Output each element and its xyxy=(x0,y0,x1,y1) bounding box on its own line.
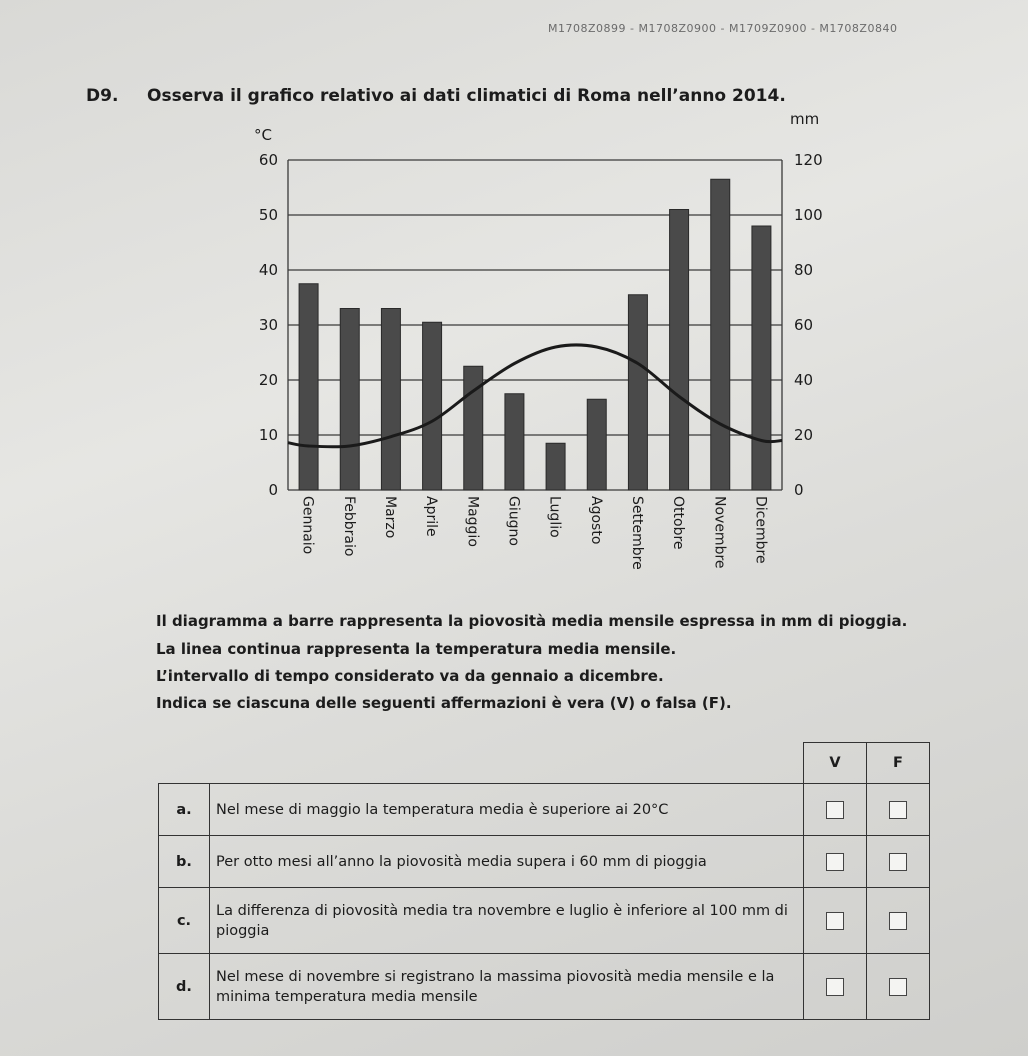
checkbox-false-a[interactable] xyxy=(889,801,907,819)
table-row xyxy=(159,836,930,888)
month-label: Giugno xyxy=(505,496,522,546)
month-label: Marzo xyxy=(381,496,398,539)
month-label: Febbraio xyxy=(340,496,357,557)
statement-text: Nel mese di maggio la temperatura media è superiore ai 20°C xyxy=(210,784,804,836)
right-tick-label: 60 xyxy=(794,316,814,334)
month-label: Aprile xyxy=(423,496,440,537)
row-letter: b. xyxy=(159,836,210,888)
left-tick-label: 0 xyxy=(268,481,278,499)
checkbox-true-a[interactable] xyxy=(826,801,844,819)
rain-bar xyxy=(752,226,771,490)
column-v-header: V xyxy=(804,743,867,784)
checkbox-false-b[interactable] xyxy=(889,853,907,871)
checkbox-true-b[interactable] xyxy=(826,853,844,871)
month-label: Novembre xyxy=(711,496,728,569)
description-line-2: La linea continua rappresenta la temperatura media mensile. xyxy=(156,640,677,658)
column-f-header: F xyxy=(867,743,930,784)
right-tick-label: 0 xyxy=(794,481,804,499)
right-axis-ticks xyxy=(794,151,823,499)
rain-bar xyxy=(587,399,606,490)
month-label: Gennaio xyxy=(299,496,316,555)
month-label: Luglio xyxy=(546,496,563,538)
rain-bar xyxy=(711,179,730,490)
left-axis-unit: °C xyxy=(254,126,272,144)
rain-bar xyxy=(628,295,647,490)
row-letter: c. xyxy=(159,888,210,954)
rain-bar xyxy=(505,394,524,490)
rain-bar xyxy=(340,309,359,491)
description-line-4: Indica se ciascuna delle seguenti affermazioni è vera (V) o falsa (F). xyxy=(156,694,732,712)
month-label: Agosto xyxy=(587,496,604,545)
checkbox-true-d[interactable] xyxy=(826,978,844,996)
checkbox-false-c[interactable] xyxy=(889,912,907,930)
rain-bar xyxy=(670,210,689,491)
right-axis-unit: mm xyxy=(790,110,820,128)
rain-bar xyxy=(423,322,442,490)
statement-text: Nel mese di novembre si registrano la massima piovosità media mensile e la minima temperatura media mensile xyxy=(210,954,804,1020)
rain-bar xyxy=(381,309,400,491)
checkbox-true-c[interactable] xyxy=(826,912,844,930)
left-tick-label: 10 xyxy=(258,426,278,444)
statement-text: La differenza di piovosità media tra novembre e luglio è inferiore al 100 mm di pioggia xyxy=(210,888,804,954)
right-tick-label: 120 xyxy=(794,151,823,169)
left-tick-label: 40 xyxy=(258,261,278,279)
right-tick-label: 80 xyxy=(794,261,814,279)
month-label: Settembre xyxy=(628,496,645,570)
rain-bar xyxy=(299,284,318,490)
checkbox-false-d[interactable] xyxy=(889,978,907,996)
left-tick-label: 30 xyxy=(258,316,278,334)
rain-bar xyxy=(546,443,565,490)
grid-lines xyxy=(288,160,782,490)
left-tick-label: 50 xyxy=(258,206,278,224)
question-title: Osserva il grafico relativo ai dati climatici di Roma nell’anno 2014. xyxy=(147,86,786,106)
right-tick-label: 20 xyxy=(794,426,814,444)
month-label: Ottobre xyxy=(670,496,687,550)
document-code: M1708Z0899 - M1708Z0900 - M1709Z0900 - M1708Z0840 xyxy=(548,22,898,35)
month-label: Dicembre xyxy=(752,496,769,564)
row-letter: d. xyxy=(159,954,210,1020)
temperature-line xyxy=(288,345,782,447)
description-line-1: Il diagramma a barre rappresenta la piovosità media mensile espressa in mm di pioggia. xyxy=(156,612,908,630)
answer-table xyxy=(158,742,930,1020)
left-tick-label: 60 xyxy=(258,151,278,169)
right-tick-label: 100 xyxy=(794,206,823,224)
month-label: Maggio xyxy=(464,496,481,547)
left-tick-label: 20 xyxy=(258,371,278,389)
month-labels xyxy=(300,496,769,570)
table-row xyxy=(159,784,930,836)
table-header-row xyxy=(159,743,930,784)
left-axis-ticks xyxy=(259,151,278,499)
table-row xyxy=(159,954,930,1020)
row-letter: a. xyxy=(159,784,210,836)
question-number: D9. xyxy=(86,86,119,106)
statement-text: Per otto mesi all’anno la piovosità media supera i 60 mm di pioggia xyxy=(210,836,804,888)
description-line-3: L’intervallo di tempo considerato va da gennaio a dicembre. xyxy=(156,667,664,685)
right-tick-label: 40 xyxy=(794,371,814,389)
table-row xyxy=(159,888,930,954)
